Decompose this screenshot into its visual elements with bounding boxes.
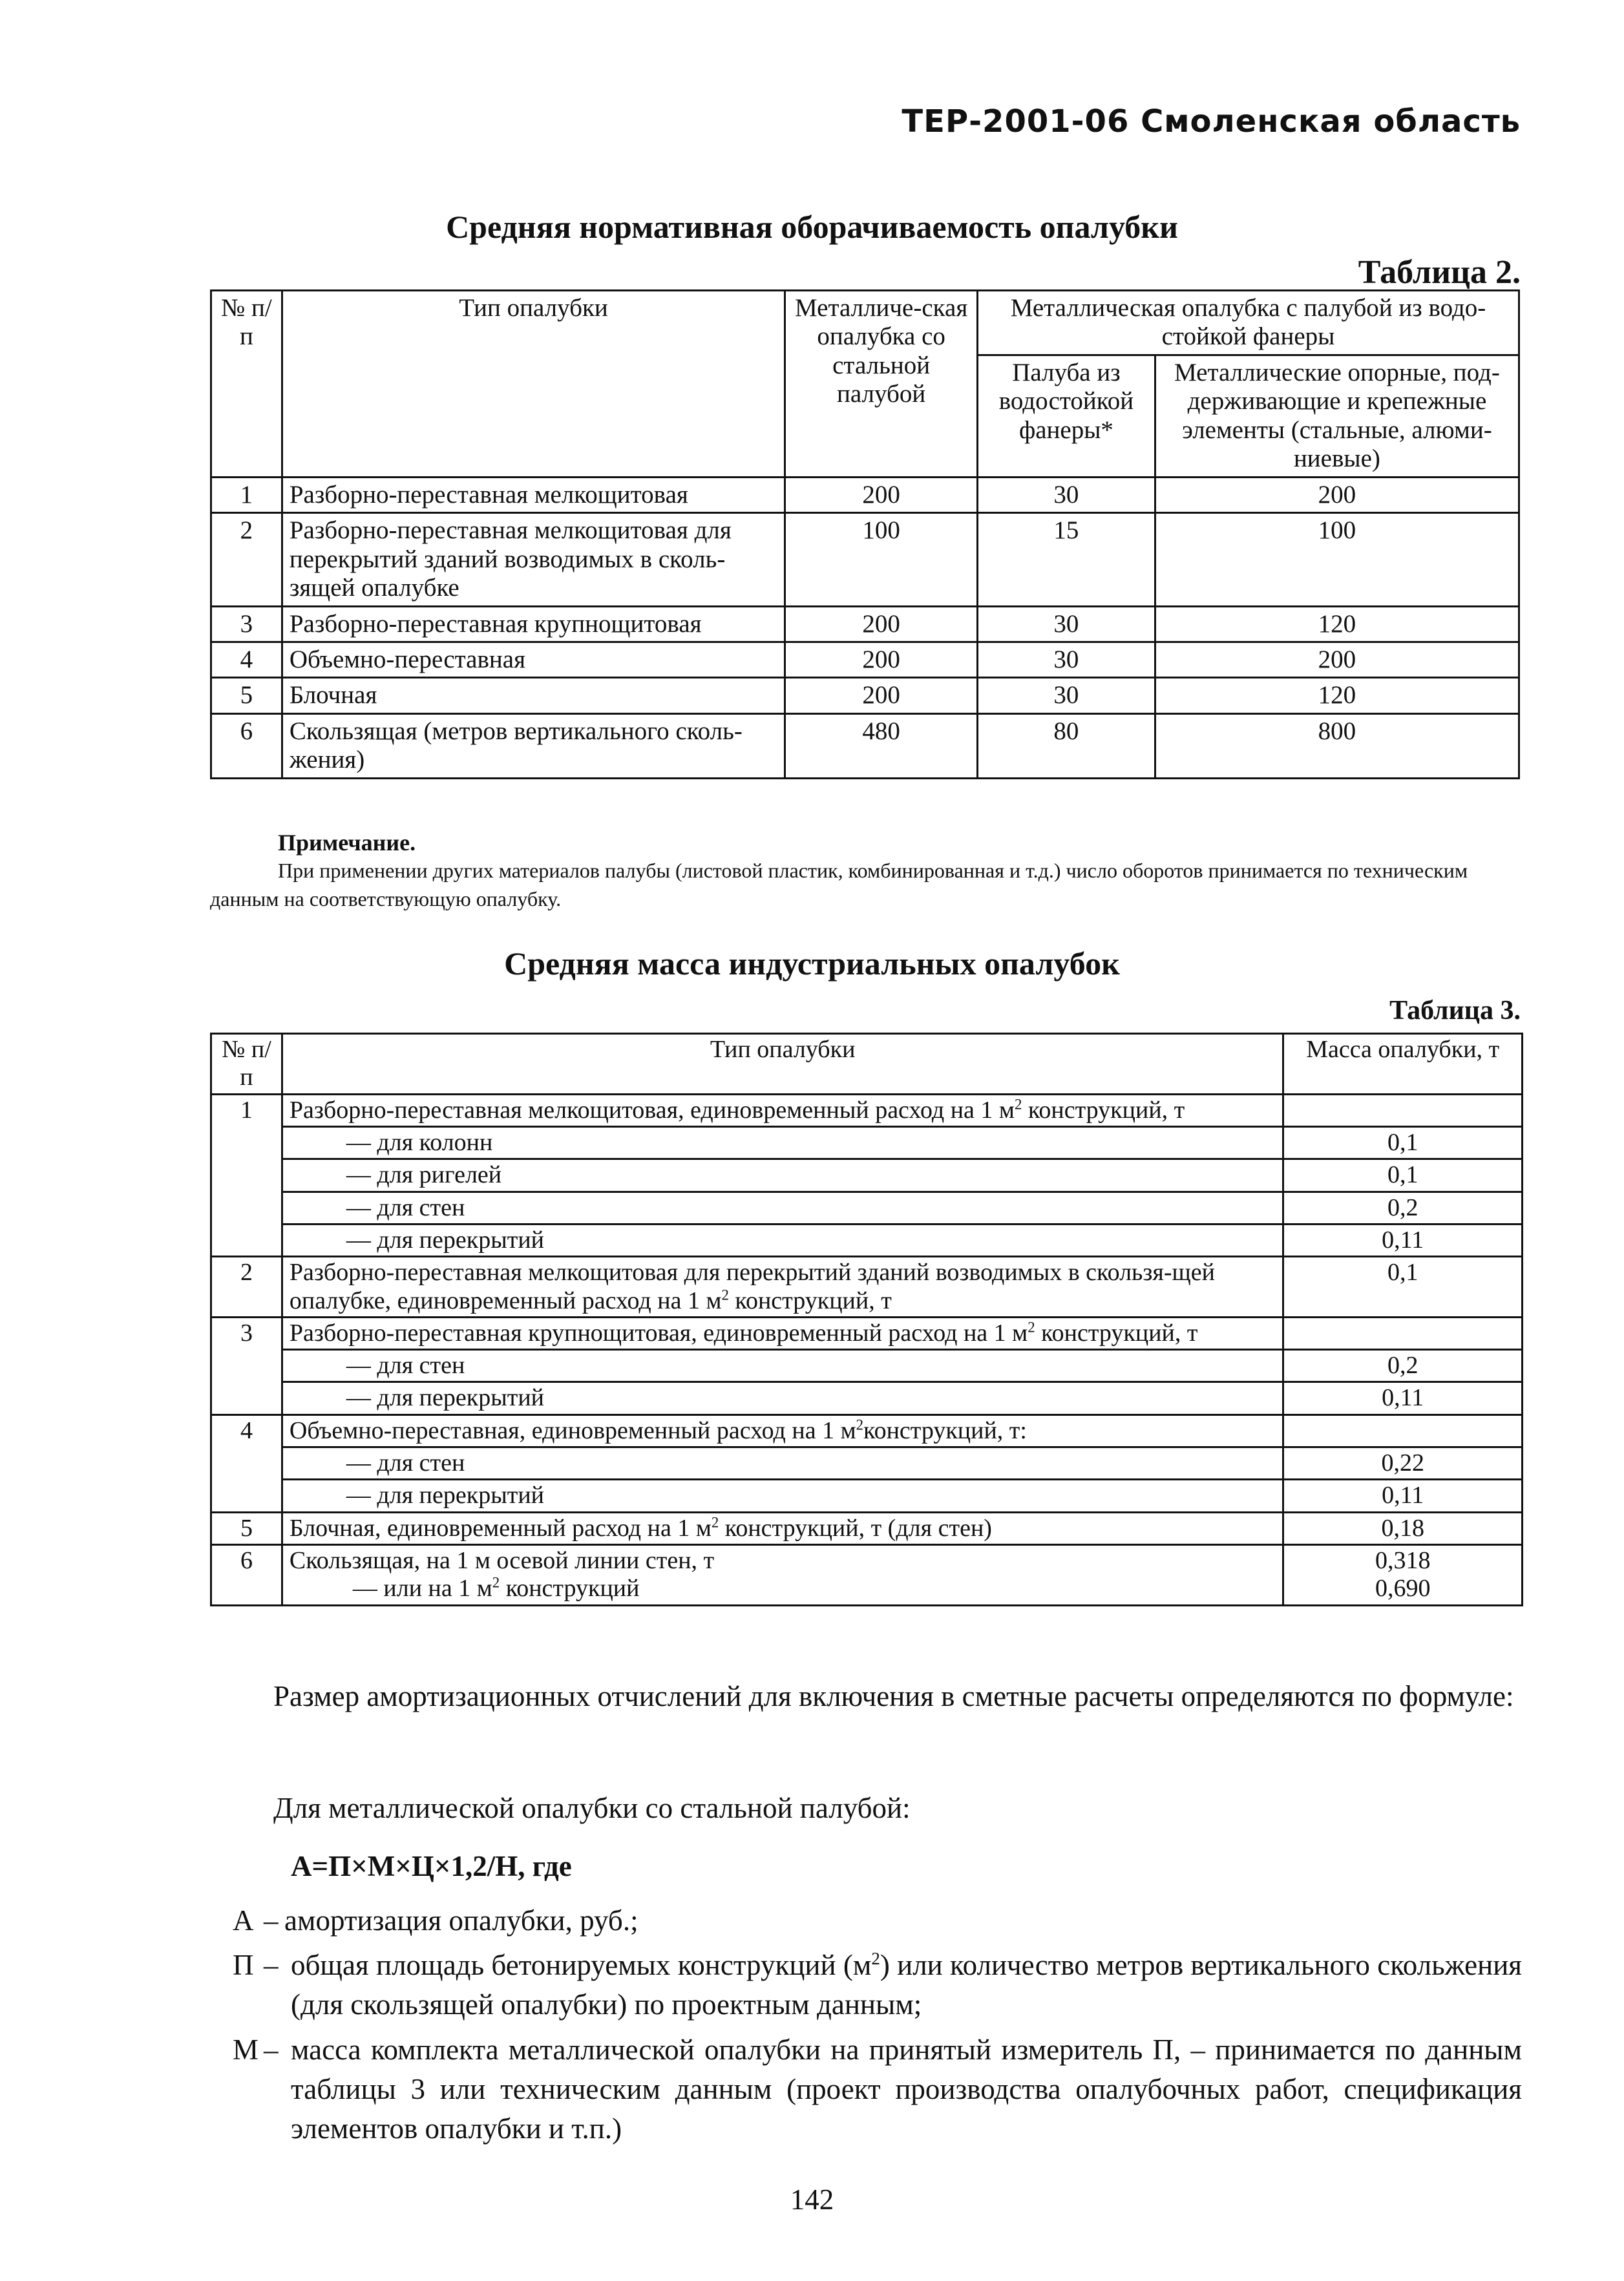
t2-cell-steel: 200 bbox=[785, 477, 978, 512]
table3-header-row bbox=[211, 1034, 1523, 1095]
table-row bbox=[211, 1094, 1523, 1126]
definition-item: А – амортизация опалубки, руб.; bbox=[233, 1901, 1522, 1940]
t3-cell-mass bbox=[1283, 1545, 1523, 1606]
t2-cell-elements: 120 bbox=[1155, 678, 1519, 713]
t3-cell-type bbox=[282, 1545, 1283, 1606]
t3-text: Блочная, единовременный расход на 1 м bbox=[289, 1514, 712, 1542]
table-row bbox=[211, 1317, 1523, 1349]
t3-tail: конструкций, т bbox=[728, 1287, 892, 1314]
t2-cell-elements: 100 bbox=[1155, 513, 1519, 606]
t2-cell-steel: 200 bbox=[785, 678, 978, 713]
table2-title: Средняя нормативная оборачиваемость опалубки bbox=[446, 209, 1178, 245]
t3-cell-num: 6 bbox=[211, 1545, 282, 1606]
t3-tail: конструкций, т: bbox=[863, 1416, 1027, 1444]
definitions bbox=[233, 1901, 1522, 2149]
t2-head-type: Тип опалубки bbox=[282, 291, 785, 478]
t3-text: Разборно-переставная крупнощитовая, единовременный расход на 1 м bbox=[289, 1319, 1028, 1347]
t2-cell-steel: 480 bbox=[785, 713, 978, 778]
table3-title: Средняя масса индустриальных опалубок bbox=[504, 945, 1120, 982]
t2-cell-type: Разборно-переставная мелкощитовая bbox=[282, 477, 785, 512]
definition-symbol: М bbox=[233, 2033, 259, 2066]
t3-cell-mass bbox=[1283, 1094, 1523, 1126]
definition-text-a: общая площадь бетонируемых конструкций (м bbox=[291, 1949, 872, 1982]
t2-cell-steel: 100 bbox=[785, 513, 978, 606]
t3-sup: 2 bbox=[1014, 1095, 1022, 1112]
t3-text: Объемно-переставная, единовременный расход на 1 м bbox=[289, 1416, 856, 1444]
note-text bbox=[210, 856, 1522, 913]
table-row bbox=[211, 513, 1519, 606]
t2-cell-steel: 200 bbox=[785, 606, 978, 642]
note-title: Примечание. bbox=[278, 830, 416, 856]
table-row bbox=[211, 1512, 1523, 1544]
t2-cell-deck: 30 bbox=[978, 678, 1155, 713]
table-row bbox=[211, 1126, 1523, 1159]
definition-text-b: ) или количество метров вертикального скольжения (для скользящей опалубки) по проектным данным; bbox=[291, 1949, 1522, 2021]
t2-head-plywood-group: Металлическая опалубка с палубой из водо-стойкой фанеры bbox=[978, 291, 1519, 355]
t3-cell-num: 1 bbox=[211, 1094, 282, 1257]
t3-cell-mass bbox=[1283, 1317, 1523, 1349]
t2-head-plywood-elements: Металлические опорные, под-держивающие и крепежные элементы (стальные, алюми-ниевые) bbox=[1155, 355, 1519, 477]
t3-mass-subvalue: 0,690 bbox=[1375, 1575, 1431, 1603]
t2-cell-num: 4 bbox=[211, 642, 282, 677]
t3-sub-label: — для стен bbox=[282, 1192, 1283, 1224]
page-header: ТЕР-2001-06 Смоленская область bbox=[902, 103, 1521, 140]
t2-cell-num: 2 bbox=[211, 513, 282, 606]
t2-cell-num: 1 bbox=[211, 477, 282, 512]
table-row bbox=[211, 1350, 1523, 1382]
t2-head-steel: Металличе-ская опалубка со стальной палубой bbox=[785, 291, 978, 478]
t3-cell-mass: 0,1 bbox=[1283, 1126, 1523, 1159]
t3-cell-type bbox=[282, 1414, 1283, 1447]
paragraph-2: Для металлической опалубки со стальной палубой: bbox=[273, 1792, 911, 1824]
t3-cell-mass: 0,11 bbox=[1283, 1224, 1523, 1256]
t2-cell-num: 6 bbox=[211, 713, 282, 778]
t3-text: Разборно-переставная мелкощитовая, единовременный расход на 1 м bbox=[289, 1096, 1015, 1124]
note-body: При применении других материалов палубы (листовой пластик, комбинированная и т.д.) число оборотов принимается по техническим данным на соответствующую опалубку. bbox=[210, 859, 1468, 911]
table-row bbox=[211, 642, 1519, 677]
definition-text bbox=[291, 1946, 1522, 2024]
formula: А=П×М×Ц×1,2/Н, где bbox=[291, 1850, 572, 1882]
t3-cell-type bbox=[282, 1257, 1283, 1318]
t3-tail: конструкций, т bbox=[1022, 1096, 1185, 1124]
t3-cell-mass: 0,11 bbox=[1283, 1480, 1523, 1512]
t3-sub-label: — для стен bbox=[282, 1447, 1283, 1480]
t3-cell-num: 4 bbox=[211, 1414, 282, 1512]
t3-cell-num: 3 bbox=[211, 1317, 282, 1414]
t3-cell-mass: 0,11 bbox=[1283, 1382, 1523, 1414]
t2-cell-elements: 800 bbox=[1155, 713, 1519, 778]
t3-cell-mass: 0,1 bbox=[1283, 1159, 1523, 1192]
definition-symbol: А bbox=[233, 1904, 254, 1937]
t3-text: Скользящая, на 1 м осевой линии стен, т bbox=[289, 1547, 715, 1574]
t2-head-plywood-deck: Палуба из водостойкой фанеры* bbox=[978, 355, 1155, 477]
t2-cell-num: 3 bbox=[211, 606, 282, 642]
table-row bbox=[211, 1257, 1523, 1318]
table-row bbox=[211, 713, 1519, 778]
t3-sub-label: — для стен bbox=[282, 1350, 1283, 1382]
t3-mass-value: 0,318 bbox=[1375, 1547, 1431, 1574]
table-row bbox=[211, 477, 1519, 512]
t2-cell-num: 5 bbox=[211, 678, 282, 713]
t3-tail: конструкций, т bbox=[1035, 1319, 1198, 1347]
t2-cell-type: Разборно-переставная крупнощитовая bbox=[282, 606, 785, 642]
table-row bbox=[211, 1480, 1523, 1512]
t2-cell-type: Разборно-переставная мелкощитовая для перекрытий зданий возводимых в сколь-зящей опалубке bbox=[282, 513, 785, 606]
t2-cell-deck: 15 bbox=[978, 513, 1155, 606]
t3-cell-num: 5 bbox=[211, 1512, 282, 1544]
t2-cell-deck: 30 bbox=[978, 606, 1155, 642]
t3-cell-type bbox=[282, 1317, 1283, 1349]
t2-cell-deck: 30 bbox=[978, 477, 1155, 512]
definition-text: амортизация опалубки, руб.; bbox=[284, 1904, 638, 1937]
table-row bbox=[211, 1224, 1523, 1256]
page-number: 142 bbox=[790, 2183, 834, 2216]
table-row bbox=[211, 1545, 1523, 1606]
t3-head-num: № п/п bbox=[211, 1034, 282, 1095]
t3-sup: 2 bbox=[711, 1514, 719, 1531]
t3-cell-mass bbox=[1283, 1414, 1523, 1447]
table-row bbox=[211, 1159, 1523, 1192]
t2-cell-elements: 200 bbox=[1155, 642, 1519, 677]
t3-tail: конструкций bbox=[500, 1575, 640, 1603]
t3-sup: 2 bbox=[1028, 1319, 1035, 1336]
t3-text: Разборно-переставная мелкощитовая для перекрытий зданий возводимых в скользя-щей опалубке, единовременный расход на 1 м bbox=[289, 1259, 1215, 1314]
t2-head-num: № п/п bbox=[211, 291, 282, 478]
t3-sup: 2 bbox=[721, 1286, 729, 1303]
t2-cell-steel: 200 bbox=[785, 642, 978, 677]
t3-cell-type bbox=[282, 1094, 1283, 1126]
t2-cell-type: Объемно-переставная bbox=[282, 642, 785, 677]
t3-head-type: Тип опалубки bbox=[282, 1034, 1283, 1095]
t3-sub-label: — для перекрытий bbox=[282, 1224, 1283, 1256]
t3-cell-mass: 0,2 bbox=[1283, 1350, 1523, 1382]
t2-cell-elements: 200 bbox=[1155, 477, 1519, 512]
t3-cell-mass: 0,2 bbox=[1283, 1192, 1523, 1224]
table-row bbox=[211, 1192, 1523, 1224]
table3-label: Таблица 3. bbox=[1389, 996, 1521, 1025]
table-row bbox=[211, 1382, 1523, 1414]
t2-cell-type: Скользящая (метров вертикального сколь-жения) bbox=[282, 713, 785, 778]
t3-cell-mass: 0,22 bbox=[1283, 1447, 1523, 1480]
t3-head-mass: Масса опалубки, т bbox=[1283, 1034, 1523, 1095]
t2-cell-deck: 30 bbox=[978, 642, 1155, 677]
definition-text: масса комплекта металлической опалубки на принятый измеритель П, – принимается по данным таблицы 3 или техническим данным (проект производства опалубочных работ, спецификация элементов опалубки и т.п.) bbox=[291, 2033, 1522, 2145]
t2-cell-type: Блочная bbox=[282, 678, 785, 713]
table-row bbox=[211, 606, 1519, 642]
table2 bbox=[210, 289, 1520, 779]
t3-tail: конструкций, т (для стен) bbox=[719, 1514, 992, 1542]
table3 bbox=[210, 1033, 1523, 1606]
t3-sub-label: — для перекрытий bbox=[282, 1382, 1283, 1414]
t3-sub-label: — для ригелей bbox=[282, 1159, 1283, 1192]
table-row bbox=[211, 1447, 1523, 1480]
t3-cell-type bbox=[282, 1512, 1283, 1544]
t2-cell-elements: 120 bbox=[1155, 606, 1519, 642]
table-row bbox=[211, 1414, 1523, 1447]
table2-header-row bbox=[211, 291, 1519, 355]
t3-sup: 2 bbox=[856, 1416, 864, 1433]
table-row bbox=[211, 678, 1519, 713]
t3-cell-num: 2 bbox=[211, 1257, 282, 1318]
t2-cell-deck: 80 bbox=[978, 713, 1155, 778]
table2-label: Таблица 2. bbox=[1358, 254, 1521, 291]
t3-sub-label: — или на 1 м bbox=[352, 1575, 492, 1603]
definition-item: П – общая площадь бетонируемых конструкций $(м^2)$ или количество метров вертикального скольжения (для скользящей опалубки) по проектным данным; bbox=[233, 1946, 1522, 2024]
definition-sup: 2 bbox=[871, 1949, 880, 1969]
t3-sub-label: — для перекрытий bbox=[282, 1480, 1283, 1512]
definition-item: М – масса комплекта металлической опалубки на принятый измеритель П, – принимается по данным таблицы 3 или техническим данным (проект производства опалубочных работ, спецификация элементов опалубки и т.п.) bbox=[233, 2030, 1522, 2149]
t3-sup: 2 bbox=[492, 1574, 500, 1591]
t3-cell-mass: 0,1 bbox=[1283, 1257, 1523, 1318]
t3-sub-line bbox=[290, 1575, 1276, 1603]
definition-symbol: П bbox=[233, 1949, 254, 1982]
paragraph-1: Размер амортизационных отчислений для включения в сметные расчеты определяются по формуле: bbox=[273, 1680, 1514, 1712]
t3-sub-label: — для колонн bbox=[282, 1126, 1283, 1159]
t3-cell-mass: 0,18 bbox=[1283, 1512, 1523, 1544]
